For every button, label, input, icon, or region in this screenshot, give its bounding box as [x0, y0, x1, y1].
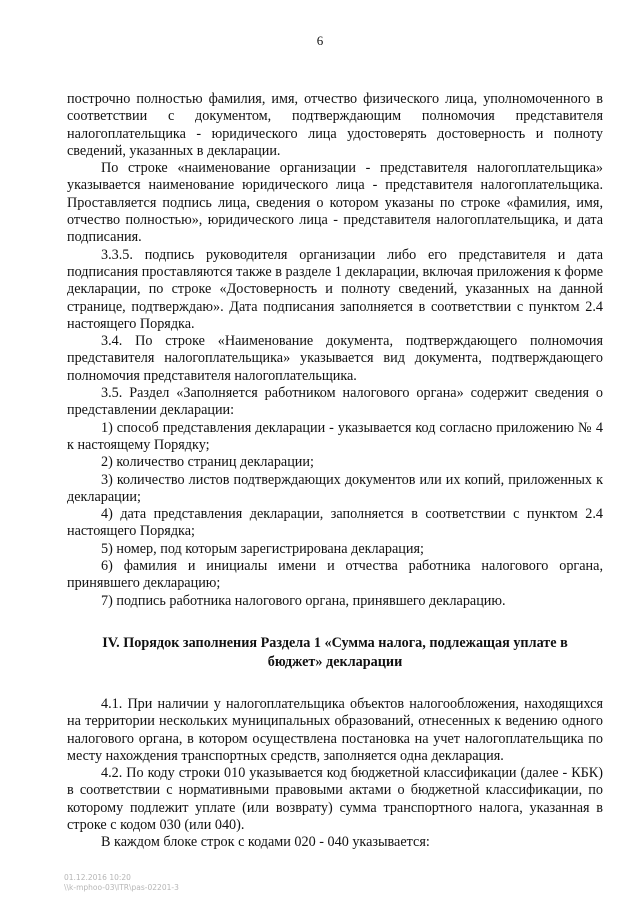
list-item: 3) количество листов подтверждающих документов или их копий, приложенных к декларации; [67, 471, 603, 505]
list-item: 1) способ представления декларации - указывается код согласно приложению № 4 к настоящему Порядку; [67, 419, 603, 453]
list-item: 7) подпись работника налогового органа, принявшего декларацию. [101, 592, 506, 609]
paragraph: По строке «наименование организации - представителя налогоплательщика» указывается наименование юридического лица - представителя налогоплательщика. Проставляется подпись лица, сведения о котором указаны по строке «фамилия, имя, отчество полностью», юридического лица - представителя налогоплательщика, и дата подписания. [67, 160, 603, 246]
page-number: 6 [316, 33, 324, 48]
list-item: 2) количество страниц декларации; [101, 454, 314, 471]
paragraph: 3.4. По строке «Наименование документа, подтверждающего полномочия представителя налогоплательщика» указывается вид документа, подтверждающего полномочия представителя налогоплательщика. [67, 333, 603, 384]
document-body [67, 91, 603, 852]
file-path: \\k-mphoo-03\ITR\pas-02201-3 [64, 883, 179, 892]
list-item: 5) номер, под которым зарегистрирована декларация; [101, 540, 424, 557]
paragraph: В каждом блоке строк с кодами 020 - 040 указывается: [101, 834, 430, 851]
paragraph: построчно полностью фамилия, имя, отчество физического лица, уполномоченного в соответствии с документом, подтверждающим полномочия представителя налогоплательщика - юридического лица удостоверять достоверность и полноту сведений, указанных в декларации. [67, 91, 603, 159]
paragraph: 3.3.5. подпись руководителя организации либо его представителя и дата подписания проставляются также в разделе 1 декларации, включая приложения к форме декларации, по строке «Достоверность и полноту сведений, указанных на данной странице, подтверждаю». Дата подписания заполняется в соответствии с пунктом 2.4 настоящего Порядка. [67, 246, 603, 332]
paragraph: 3.5. Раздел «Заполняется работником налогового органа» содержит сведения о представлении декларации: [67, 385, 603, 419]
paragraph: 4.1. При наличии у налогоплательщика объектов налогообложения, находящихся на территории нескольких муниципальных образований, отнесенных к ведению одного налогового органа, в котором осуществлена постановка на учет налогоплательщика по месту нахождения транспортных средств, заполняется одна декларация. [67, 695, 603, 764]
list-item: 6) фамилия и инициалы имени и отчества работника налогового органа, принявшего декларацию; [67, 558, 603, 592]
section-title: IV. Порядок заполнения Раздела 1 «Сумма налога, подлежащая уплате в бюджет» декларации [102, 634, 568, 670]
print-stamp [64, 873, 179, 893]
print-date: 01.12.2016 10:20 [64, 873, 131, 882]
list-item: 4) дата представления декларации, заполняется в соответствии с пунктом 2.4 настоящего Порядка; [67, 506, 603, 540]
paragraph: 4.2. По коду строки 010 указывается код бюджетной классификации (далее - КБК) в соответствии с нормативными правовыми актами о бюджетной классификации, по которому подлежит уплате (или возврату) сумма транспортного налога, указанная в строке с кодом 030 (или 040). [67, 765, 603, 833]
